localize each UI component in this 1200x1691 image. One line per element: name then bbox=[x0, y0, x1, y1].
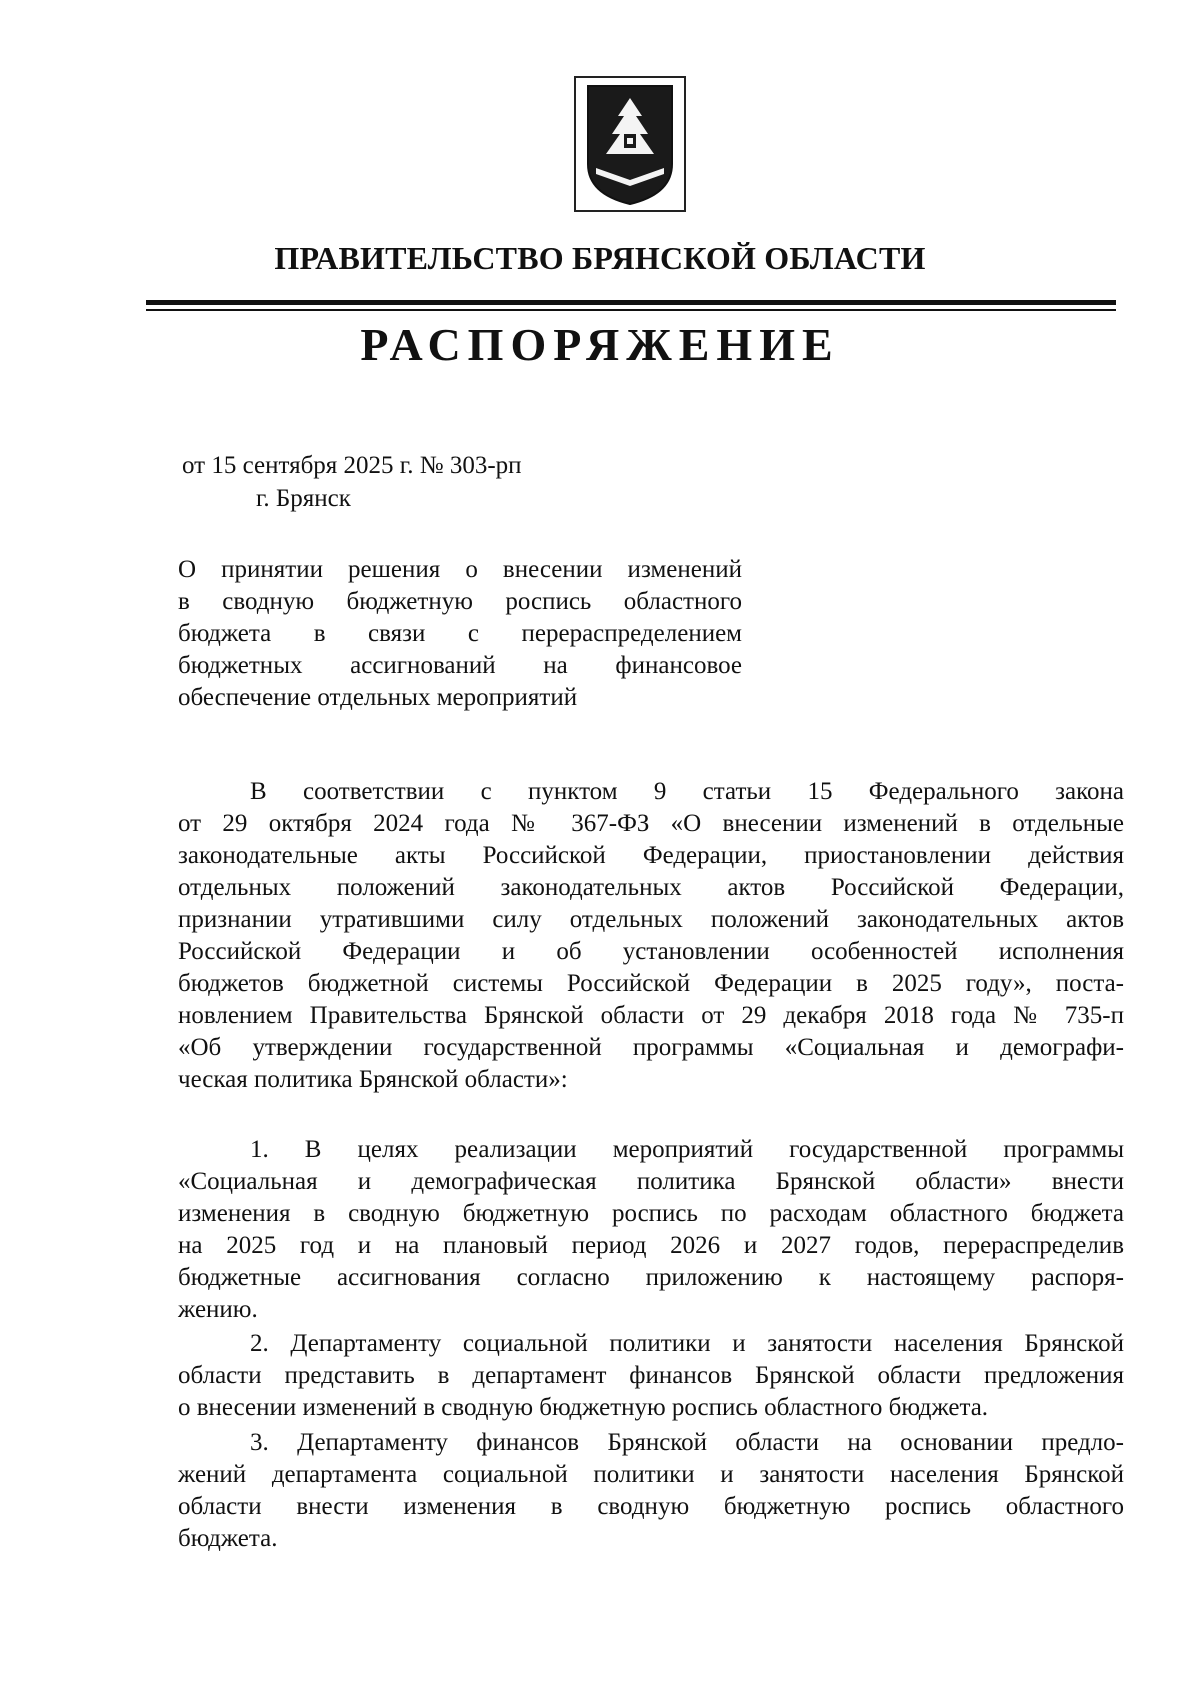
header-divider-thin bbox=[146, 309, 1116, 311]
header-divider-thick bbox=[146, 300, 1116, 305]
preamble-paragraph bbox=[178, 776, 1124, 1096]
paragraph-line: ческая политика Брянской области»: bbox=[178, 1066, 568, 1093]
item-1-paragraph bbox=[178, 1134, 1124, 1326]
paragraph-line: «Об утверждении государственной программы «Социальная и демографи- bbox=[178, 1034, 1124, 1061]
paragraph-line: Российской Федерации и об установлении особенностей исполнения bbox=[178, 938, 1124, 965]
document-city: г. Брянск bbox=[256, 485, 351, 512]
paragraph-line: от 29 октября 2024 года № 367-ФЗ «О внесении изменений в отдельные bbox=[178, 810, 1124, 837]
document-date-number: от 15 сентября 2025 г. № 303-рп bbox=[182, 452, 522, 479]
document-subject bbox=[178, 554, 742, 714]
organization-title: ПРАВИТЕЛЬСТВО БРЯНСКОЙ ОБЛАСТИ bbox=[274, 240, 926, 276]
paragraph-line: бюджетов бюджетной системы Российской Федерации в 2025 году», поста- bbox=[178, 970, 1124, 997]
paragraph-line: 3. Департаменту финансов Брянской области на основании предло- bbox=[250, 1429, 1124, 1456]
subject-line: О принятии решения о внесении изменений bbox=[178, 556, 742, 583]
paragraph-line: области внести изменения в сводную бюджетную роспись областного bbox=[178, 1493, 1124, 1520]
item-2-paragraph bbox=[178, 1328, 1124, 1424]
bryansk-coat-of-arms-icon bbox=[574, 76, 686, 212]
paragraph-line: 1. В целях реализации мероприятий государственной программы bbox=[250, 1136, 1124, 1163]
paragraph-line: новлением Правительства Брянской области от 29 декабря 2018 года № 735-п bbox=[178, 1002, 1124, 1029]
paragraph-line: бюджетные ассигнования согласно приложению к настоящему распоря- bbox=[178, 1264, 1124, 1291]
item-3-paragraph bbox=[178, 1427, 1124, 1555]
paragraph-line: признании утратившими силу отдельных положений законодательных актов bbox=[178, 906, 1124, 933]
paragraph-line: 2. Департаменту социальной политики и занятости населения Брянской bbox=[250, 1330, 1124, 1357]
paragraph-line: В соответствии с пунктом 9 статьи 15 Федерального закона bbox=[250, 778, 1124, 805]
subject-line: бюджета в связи с перераспределением bbox=[178, 620, 742, 647]
paragraph-line: жений департамента социальной политики и занятости населения Брянской bbox=[178, 1461, 1124, 1488]
paragraph-line: жению. bbox=[178, 1296, 258, 1323]
paragraph-line: на 2025 год и на плановый период 2026 и 2027 годов, перераспределив bbox=[178, 1232, 1124, 1259]
document-type-title: РАСПОРЯЖЕНИЕ bbox=[360, 319, 840, 370]
subject-line: в сводную бюджетную роспись областного bbox=[178, 588, 742, 615]
paragraph-line: законодательные акты Российской Федерации, приостановлении действия bbox=[178, 842, 1124, 869]
paragraph-line: бюджета. bbox=[178, 1525, 278, 1552]
paragraph-line: отдельных положений законодательных актов Российской Федерации, bbox=[178, 874, 1124, 901]
paragraph-line: о внесении изменений в сводную бюджетную роспись областного бюджета. bbox=[178, 1394, 989, 1421]
subject-line: бюджетных ассигнований на финансовое bbox=[178, 652, 742, 679]
subject-line: обеспечение отдельных мероприятий bbox=[178, 684, 578, 711]
paragraph-line: изменения в сводную бюджетную роспись по расходам областного бюджета bbox=[178, 1200, 1124, 1227]
paragraph-line: «Социальная и демографическая политика Брянской области» внести bbox=[178, 1168, 1124, 1195]
paragraph-line: области представить в департамент финансов Брянской области предложения bbox=[178, 1362, 1124, 1389]
